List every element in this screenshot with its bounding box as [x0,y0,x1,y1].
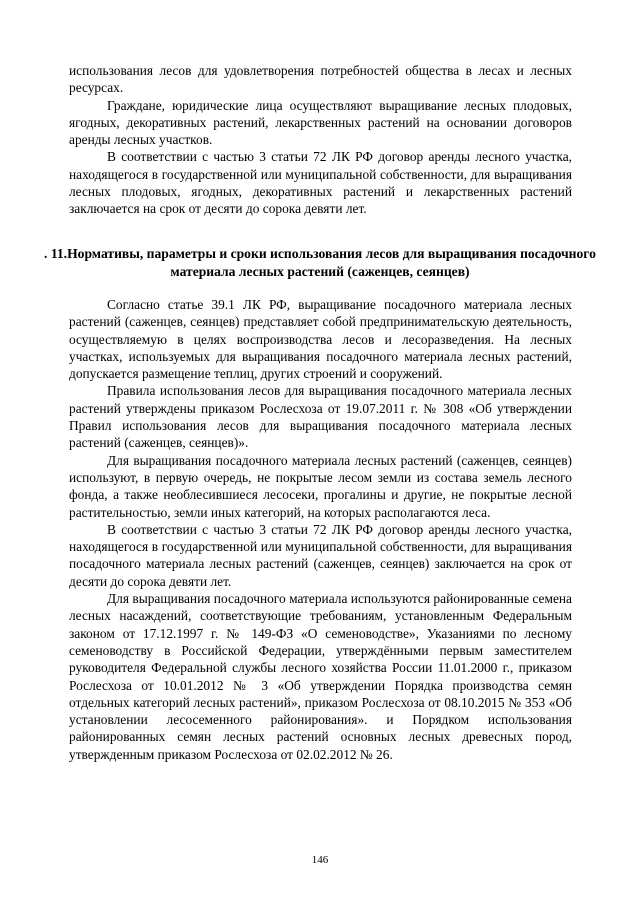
top-text-block [69,62,572,218]
paragraph-land-use: Для выращивания посадочного материала лесных растений (саженцев, сеянцев) используют, в первую очередь, не покрытые лесом земли из состава земель лесного фонда, а также необлесившиеся лесосеки, прогалины и другие, не покрытые лесной растительностью, земли иных категорий, на которых располагаются леса. [69,452,572,520]
paragraph-lease-term: В соответствии с частью 3 статьи 72 ЛК РФ договор аренды лесного участка, находящегося в государственной или муниципальной собственности, для выращивания лесных плодовых, ягодных, декоративных растений и лекарственных растений заключается на срок от десяти до сорока девяти лет. [69,149,572,217]
paragraph-article-39: Согласно статье 39.1 ЛК РФ, выращивание посадочного материала лесных растений (саженцев, сеянцев) представляет собой предпринимательскую деятельность, осуществляемую в целях воспроизводства лесов и лесоразведения. На лесных участках, используемых для выращивания посадочного материала лесных растений, допускается размещение теплиц, других строений и сооружений. [69,297,572,382]
section-heading: . 11.Нормативы, параметры и сроки использования лесов для выращивания посадочного материала лесных растений (саженцев, сеянцев) [44,246,596,279]
paragraph-lease-term-2: В соответствии с частью 3 статьи 72 ЛК РФ договор аренды лесного участка, находящегося в государственной или муниципальной собственности, для выращивания посадочного материала лесных растений (саженцев, сеянцев) заключается на срок от десяти до сорока девяти лет. [69,521,572,589]
section-body [69,296,572,763]
paragraph-seeds: Для выращивания посадочного материала используются районированные семена лесных насаждений, соответствующие требованиям, установленным Федеральным законом от 17.12.1997 г. № 149-ФЗ «О семеноводстве», Указаниями по лесному семеноводству в Российской Федерации, утверждёнными первым заместителем руководителя Федеральной службы лесного хозяйства России 11.01.2000 г., приказом Рослесхоза от 10.01.2012 № 3 «Об утверждении Порядка производства семян отдельных категорий лесных растений», приказом Рослесхоза от 08.10.2015 № 353 «Об установлении лесосеменного районирования». и Порядком использования районированных семян лесных растений основных лесных древесных пород, утвержденным приказом Рослесхоза от 02.02.2012 № 26. [69,591,572,762]
paragraph-rules: Правила использования лесов для выращивания посадочного материала лесных растений утверждены приказом Рослесхоза от 19.07.2011 г. № 308 «Об утверждении Правил использования лесов для выращивания посадочного материала лесных растений (саженцев, сеянцев)». [69,383,572,451]
page-number: 146 [311,854,329,866]
paragraph-continuation: использования лесов для удовлетворения потребностей общества в лесах и лесных ресурсах. [69,63,572,96]
paragraph-citizens: Граждане, юридические лица осуществляют выращивание лесных плодовых, ягодных, декоративных растений, лекарственных растений на основании договоров аренды лесных участков. [69,97,572,148]
